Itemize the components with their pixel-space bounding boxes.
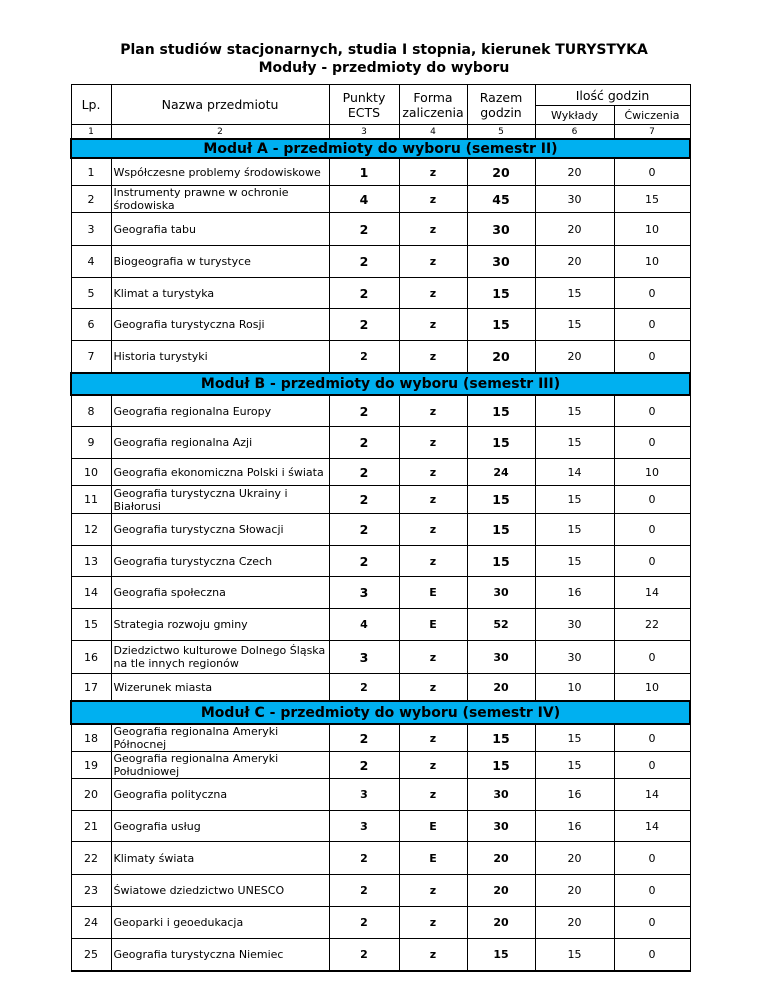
cell-ects: 2 xyxy=(329,875,399,907)
cell-lp: 15 xyxy=(71,609,111,641)
cell-name: Geografia turystyczna Słowacji xyxy=(111,514,329,546)
module-title: Moduł B - przedmioty do wyboru (semestr III) xyxy=(71,373,690,395)
cell-lp: 2 xyxy=(71,186,111,213)
cell-name: Strategia rozwoju gminy xyxy=(111,609,329,641)
table-row xyxy=(71,609,690,641)
cell-lp: 13 xyxy=(71,546,111,577)
cell-lp: 12 xyxy=(71,514,111,546)
cell-wyklady: 14 xyxy=(535,459,614,486)
cell-cwiczenia: 0 xyxy=(614,907,690,939)
cell-name: Geografia turystyczna Niemiec xyxy=(111,939,329,972)
cell-ects: 2 xyxy=(329,246,399,278)
cell-lp: 21 xyxy=(71,811,111,842)
cell-cwiczenia: 10 xyxy=(614,459,690,486)
cell-razem: 24 xyxy=(467,459,535,486)
col-num: 7 xyxy=(614,125,690,140)
cell-razem: 20 xyxy=(467,907,535,939)
cell-cwiczenia: 10 xyxy=(614,674,690,702)
cell-cwiczenia: 0 xyxy=(614,158,690,186)
cell-lp: 20 xyxy=(71,779,111,811)
cell-wyklady: 30 xyxy=(535,641,614,674)
cell-cwiczenia: 0 xyxy=(614,842,690,875)
table-row xyxy=(71,907,690,939)
cell-razem: 15 xyxy=(467,427,535,459)
cell-forma: z xyxy=(399,752,467,779)
cell-name: Geografia turystyczna Ukrainy i Białorusi xyxy=(111,486,329,514)
cell-razem: 20 xyxy=(467,875,535,907)
header-ilosc: Ilość godzin xyxy=(535,85,690,106)
module-header xyxy=(71,139,690,158)
cell-lp: 19 xyxy=(71,752,111,779)
table-row xyxy=(71,486,690,514)
cell-wyklady: 16 xyxy=(535,779,614,811)
cell-cwiczenia: 0 xyxy=(614,875,690,907)
cell-name: Geografia regionalna Azji xyxy=(111,427,329,459)
table-row xyxy=(71,577,690,609)
cell-cwiczenia: 15 xyxy=(614,186,690,213)
col-num: 1 xyxy=(71,125,111,140)
cell-wyklady: 15 xyxy=(535,427,614,459)
table-row xyxy=(71,514,690,546)
cell-wyklady: 15 xyxy=(535,395,614,427)
col-num: 3 xyxy=(329,125,399,140)
cell-name: Geografia regionalna Ameryki Południowej xyxy=(111,752,329,779)
col-num: 5 xyxy=(467,125,535,140)
cell-razem: 15 xyxy=(467,752,535,779)
cell-ects: 2 xyxy=(329,939,399,972)
cell-razem: 20 xyxy=(467,674,535,702)
cell-name: Klimat a turystyka xyxy=(111,278,329,309)
page-title: Plan studiów stacjonarnych, studia I stopnia, kierunek TURYSTYKA xyxy=(120,42,648,58)
table-row xyxy=(71,246,690,278)
cell-razem: 30 xyxy=(467,811,535,842)
cell-forma: E xyxy=(399,842,467,875)
cell-wyklady: 15 xyxy=(535,724,614,752)
table-row xyxy=(71,842,690,875)
cell-wyklady: 20 xyxy=(535,907,614,939)
cell-name: Geografia regionalna Ameryki Północnej xyxy=(111,724,329,752)
cell-razem: 15 xyxy=(467,546,535,577)
cell-razem: 45 xyxy=(467,186,535,213)
cell-forma: z xyxy=(399,395,467,427)
cell-ects: 3 xyxy=(329,779,399,811)
cell-cwiczenia: 0 xyxy=(614,514,690,546)
cell-cwiczenia: 0 xyxy=(614,341,690,374)
module-header xyxy=(71,701,690,724)
curriculum-table xyxy=(70,84,691,972)
table-row xyxy=(71,875,690,907)
cell-cwiczenia: 0 xyxy=(614,486,690,514)
cell-cwiczenia: 0 xyxy=(614,278,690,309)
cell-cwiczenia: 22 xyxy=(614,609,690,641)
cell-ects: 2 xyxy=(329,752,399,779)
table-row xyxy=(71,641,690,674)
cell-forma: z xyxy=(399,427,467,459)
cell-name: Dziedzictwo kulturowe Dolnego Śląska na tle innych regionów xyxy=(111,641,329,674)
cell-cwiczenia: 10 xyxy=(614,246,690,278)
cell-ects: 2 xyxy=(329,213,399,246)
cell-name: Geografia turystyczna Rosji xyxy=(111,309,329,341)
cell-wyklady: 15 xyxy=(535,278,614,309)
cell-razem: 15 xyxy=(467,278,535,309)
cell-name: Geografia ekonomiczna Polski i świata xyxy=(111,459,329,486)
cell-ects: 2 xyxy=(329,724,399,752)
cell-name: Historia turystyki xyxy=(111,341,329,374)
cell-lp: 17 xyxy=(71,674,111,702)
cell-forma: z xyxy=(399,278,467,309)
cell-forma: E xyxy=(399,577,467,609)
cell-lp: 22 xyxy=(71,842,111,875)
cell-forma: z xyxy=(399,186,467,213)
cell-ects: 2 xyxy=(329,341,399,374)
col-num: 6 xyxy=(535,125,614,140)
cell-forma: z xyxy=(399,459,467,486)
table-row xyxy=(71,752,690,779)
cell-name: Światowe dziedzictwo UNESCO xyxy=(111,875,329,907)
module-header xyxy=(71,373,690,395)
cell-ects: 2 xyxy=(329,907,399,939)
cell-wyklady: 30 xyxy=(535,609,614,641)
cell-name: Biogeografia w turystyce xyxy=(111,246,329,278)
cell-wyklady: 15 xyxy=(535,309,614,341)
cell-ects: 4 xyxy=(329,609,399,641)
table-row xyxy=(71,724,690,752)
cell-forma: z xyxy=(399,939,467,972)
cell-wyklady: 15 xyxy=(535,752,614,779)
cell-ects: 1 xyxy=(329,158,399,186)
table-row xyxy=(71,213,690,246)
cell-name: Geoparki i geoedukacja xyxy=(111,907,329,939)
cell-forma: E xyxy=(399,811,467,842)
cell-cwiczenia: 14 xyxy=(614,811,690,842)
cell-forma: E xyxy=(399,609,467,641)
cell-forma: z xyxy=(399,546,467,577)
cell-forma: z xyxy=(399,514,467,546)
cell-forma: z xyxy=(399,309,467,341)
cell-wyklady: 15 xyxy=(535,939,614,972)
cell-razem: 15 xyxy=(467,939,535,972)
table-row xyxy=(71,395,690,427)
cell-lp: 23 xyxy=(71,875,111,907)
cell-forma: z xyxy=(399,779,467,811)
cell-forma: z xyxy=(399,486,467,514)
cell-cwiczenia: 0 xyxy=(614,641,690,674)
cell-wyklady: 10 xyxy=(535,674,614,702)
cell-wyklady: 16 xyxy=(535,577,614,609)
cell-name: Klimaty świata xyxy=(111,842,329,875)
cell-razem: 30 xyxy=(467,213,535,246)
header-lp: Lp. xyxy=(71,85,111,125)
cell-wyklady: 20 xyxy=(535,875,614,907)
cell-forma: z xyxy=(399,875,467,907)
cell-razem: 20 xyxy=(467,842,535,875)
cell-ects: 2 xyxy=(329,674,399,702)
cell-razem: 15 xyxy=(467,486,535,514)
table-row xyxy=(71,158,690,186)
cell-wyklady: 15 xyxy=(535,514,614,546)
cell-ects: 2 xyxy=(329,459,399,486)
cell-lp: 25 xyxy=(71,939,111,972)
cell-lp: 11 xyxy=(71,486,111,514)
cell-name: Geografia turystyczna Czech xyxy=(111,546,329,577)
cell-name: Geografia polityczna xyxy=(111,779,329,811)
table-row xyxy=(71,186,690,213)
header-nazwa: Nazwa przedmiotu xyxy=(111,85,329,125)
cell-cwiczenia: 0 xyxy=(614,546,690,577)
cell-name: Geografia społeczna xyxy=(111,577,329,609)
cell-cwiczenia: 0 xyxy=(614,309,690,341)
header-wyklady: Wykłady xyxy=(535,106,614,125)
cell-cwiczenia: 0 xyxy=(614,724,690,752)
cell-wyklady: 30 xyxy=(535,186,614,213)
cell-razem: 30 xyxy=(467,641,535,674)
cell-razem: 30 xyxy=(467,577,535,609)
cell-wyklady: 20 xyxy=(535,246,614,278)
table-row xyxy=(71,459,690,486)
column-number-row xyxy=(71,125,690,140)
cell-forma: z xyxy=(399,158,467,186)
cell-cwiczenia: 0 xyxy=(614,939,690,972)
col-num: 2 xyxy=(111,125,329,140)
cell-wyklady: 20 xyxy=(535,158,614,186)
module-title: Moduł A - przedmioty do wyboru (semestr II) xyxy=(71,139,690,158)
page-subtitle: Moduły - przedmioty do wyboru xyxy=(258,60,510,76)
header-ects: Punkty ECTS xyxy=(329,85,399,125)
cell-lp: 10 xyxy=(71,459,111,486)
table-row xyxy=(71,278,690,309)
cell-forma: z xyxy=(399,674,467,702)
cell-lp: 14 xyxy=(71,577,111,609)
cell-name: Instrumenty prawne w ochronie środowiska xyxy=(111,186,329,213)
cell-razem: 15 xyxy=(467,724,535,752)
cell-lp: 1 xyxy=(71,158,111,186)
cell-razem: 20 xyxy=(467,158,535,186)
cell-forma: z xyxy=(399,724,467,752)
cell-cwiczenia: 0 xyxy=(614,752,690,779)
cell-forma: z xyxy=(399,641,467,674)
table-row xyxy=(71,939,690,972)
cell-ects: 2 xyxy=(329,842,399,875)
header-razem: Razem godzin xyxy=(467,85,535,125)
cell-cwiczenia: 14 xyxy=(614,779,690,811)
cell-razem: 15 xyxy=(467,309,535,341)
cell-razem: 20 xyxy=(467,341,535,374)
cell-lp: 16 xyxy=(71,641,111,674)
cell-lp: 4 xyxy=(71,246,111,278)
cell-ects: 2 xyxy=(329,486,399,514)
table-row xyxy=(71,341,690,374)
table-body xyxy=(71,85,690,972)
cell-wyklady: 15 xyxy=(535,546,614,577)
cell-lp: 6 xyxy=(71,309,111,341)
cell-forma: z xyxy=(399,213,467,246)
cell-cwiczenia: 0 xyxy=(614,395,690,427)
cell-ects: 4 xyxy=(329,186,399,213)
cell-name: Geografia usług xyxy=(111,811,329,842)
cell-wyklady: 20 xyxy=(535,213,614,246)
table-row xyxy=(71,546,690,577)
table-row xyxy=(71,674,690,702)
cell-lp: 3 xyxy=(71,213,111,246)
cell-name: Geografia regionalna Europy xyxy=(111,395,329,427)
cell-ects: 2 xyxy=(329,395,399,427)
cell-lp: 9 xyxy=(71,427,111,459)
cell-ects: 2 xyxy=(329,514,399,546)
table-row xyxy=(71,427,690,459)
cell-razem: 52 xyxy=(467,609,535,641)
cell-lp: 24 xyxy=(71,907,111,939)
cell-razem: 30 xyxy=(467,779,535,811)
cell-forma: z xyxy=(399,907,467,939)
cell-wyklady: 20 xyxy=(535,842,614,875)
cell-name: Geografia tabu xyxy=(111,213,329,246)
cell-wyklady: 20 xyxy=(535,341,614,374)
cell-wyklady: 16 xyxy=(535,811,614,842)
cell-cwiczenia: 10 xyxy=(614,213,690,246)
cell-cwiczenia: 0 xyxy=(614,427,690,459)
cell-forma: z xyxy=(399,341,467,374)
header-row xyxy=(71,85,690,106)
cell-razem: 15 xyxy=(467,514,535,546)
cell-ects: 3 xyxy=(329,577,399,609)
table-row xyxy=(71,779,690,811)
cell-lp: 7 xyxy=(71,341,111,374)
cell-razem: 30 xyxy=(467,246,535,278)
col-num: 4 xyxy=(399,125,467,140)
cell-name: Wizerunek miasta xyxy=(111,674,329,702)
cell-ects: 3 xyxy=(329,811,399,842)
cell-name: Współczesne problemy środowiskowe xyxy=(111,158,329,186)
module-title: Moduł C - przedmioty do wyboru (semestr IV) xyxy=(71,701,690,724)
table-row xyxy=(71,309,690,341)
cell-ects: 2 xyxy=(329,309,399,341)
cell-lp: 8 xyxy=(71,395,111,427)
header-cwiczenia: Ćwiczenia xyxy=(614,106,690,125)
cell-cwiczenia: 14 xyxy=(614,577,690,609)
cell-forma: z xyxy=(399,246,467,278)
cell-ects: 2 xyxy=(329,546,399,577)
cell-ects: 2 xyxy=(329,278,399,309)
cell-ects: 3 xyxy=(329,641,399,674)
cell-lp: 18 xyxy=(71,724,111,752)
cell-wyklady: 15 xyxy=(535,486,614,514)
cell-razem: 15 xyxy=(467,395,535,427)
cell-ects: 2 xyxy=(329,427,399,459)
cell-lp: 5 xyxy=(71,278,111,309)
table-row xyxy=(71,811,690,842)
header-forma: Forma zaliczenia xyxy=(399,85,467,125)
